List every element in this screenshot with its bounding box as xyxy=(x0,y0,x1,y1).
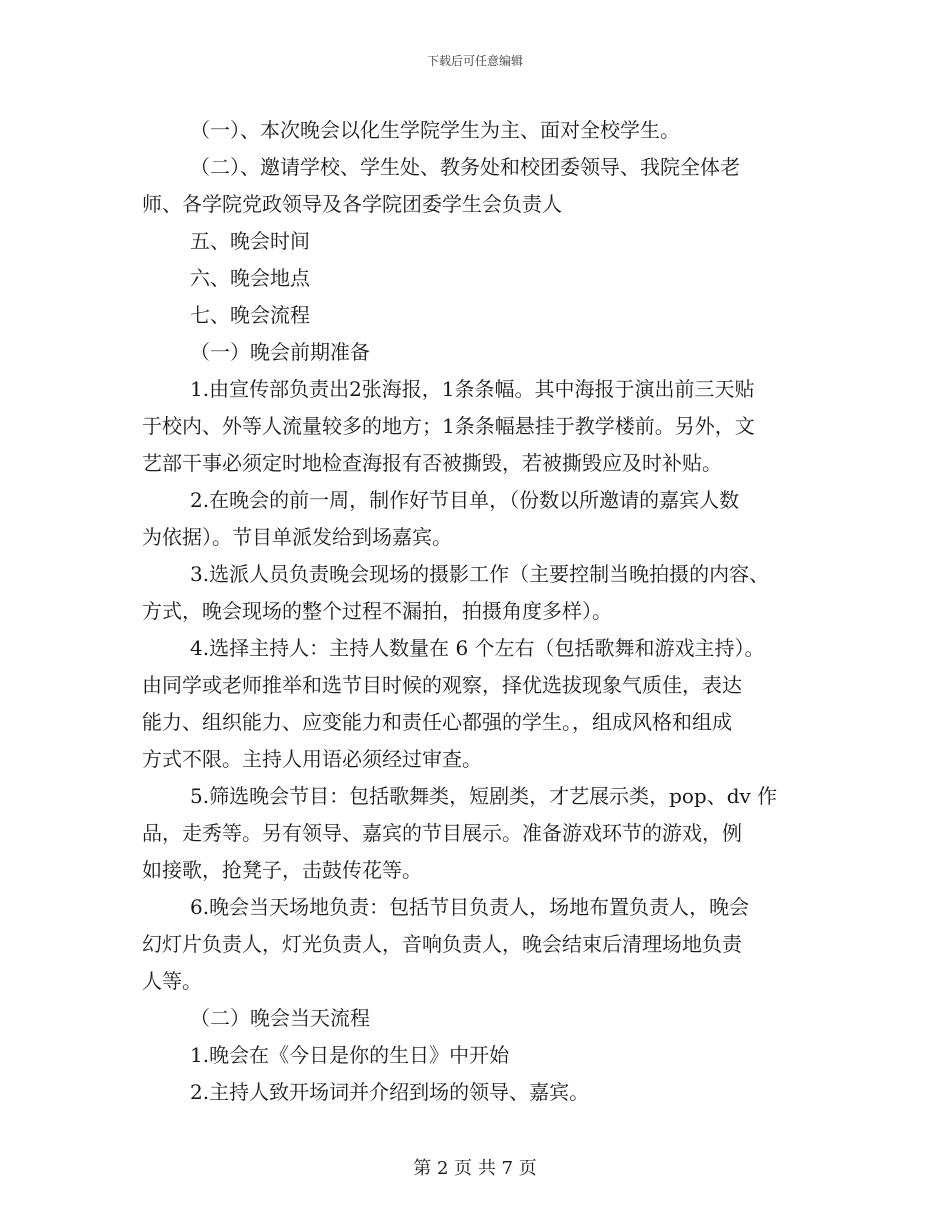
text-line: 2.主持人致开场词并介绍到场的领导、嘉宾。 xyxy=(190,1080,590,1104)
document-body xyxy=(142,112,822,1111)
text-line: 能力、组织能力、应变能力和责任心都强的学生。，组成风格和组成 xyxy=(142,710,732,734)
text-line: （一）、本次晚会以化生学院学生为主、面对全校学生。 xyxy=(190,118,680,142)
text-line: 3.选派人员负责晚会现场的摄影工作（主要控制当晚拍摄的内容、 xyxy=(190,562,770,586)
page-number: 第 2 页 共 7 页 xyxy=(413,1158,537,1179)
text-line: 6.晚会当天场地负责：包括节目负责人，场地布置负责人，晚会 xyxy=(190,895,750,919)
text-line: 如接歌，抢凳子，击鼓传花等。 xyxy=(142,858,422,882)
text-line: 4.选择主持人：主持人数量在 6 个左右（包括歌舞和游戏主持）。 xyxy=(190,636,765,660)
text-line: 品，走秀等。另有领导、嘉宾的节目展示。准备游戏环节的游戏，例 xyxy=(142,821,742,845)
text-line: 六、晚会地点 xyxy=(190,266,310,290)
text-line: 五、晚会时间 xyxy=(190,229,310,253)
text-line: 师、各学院党政领导及各学院团委学生会负责人 xyxy=(142,192,562,216)
text-line: 人等。 xyxy=(142,969,202,993)
text-line: 于校内、外等人流量较多的地方；1条条幅悬挂于教学楼前。另外，文 xyxy=(142,414,755,438)
text-line: （二）、邀请学校、学生处、教务处和校团委领导、我院全体老 xyxy=(190,155,740,179)
text-line: 5.筛选晚会节目：包括歌舞类，短剧类，才艺展示类，pop、dv 作 xyxy=(190,784,778,808)
text-line: 1.晚会在《今日是你的生日》中开始 xyxy=(190,1043,510,1067)
text-line: 由同学或老师推举和选节目时候的观察，择优选拔现象气质佳，表达 xyxy=(142,673,742,697)
text-line: 艺部干事必须定时地检查海报有否被撕毁，若被撕毁应及时补贴。 xyxy=(142,451,722,475)
text-line: 为依据）。节目单派发给到场嘉宾。 xyxy=(142,525,452,549)
text-line: 方式不限。主持人用语必须经过审查。 xyxy=(142,747,482,771)
text-line: （二）晚会当天流程 xyxy=(190,1006,370,1030)
text-line: 七、晚会流程 xyxy=(190,303,310,327)
text-line: 2.在晚会的前一周，制作好节目单，（份数以所邀请的嘉宾人数 xyxy=(190,488,740,512)
text-line: 方式，晚会现场的整个过程不漏拍，拍摄角度多样）。 xyxy=(142,599,612,623)
text-line: （一）晚会前期准备 xyxy=(190,340,370,364)
header-note: 下载后可任意编辑 xyxy=(426,54,523,68)
text-line: 幻灯片负责人，灯光负责人，音响负责人，晚会结束后清理场地负责 xyxy=(142,932,742,956)
text-line: 1.由宣传部负责出2张海报，1条条幅。其中海报于演出前三天贴 xyxy=(190,377,755,401)
